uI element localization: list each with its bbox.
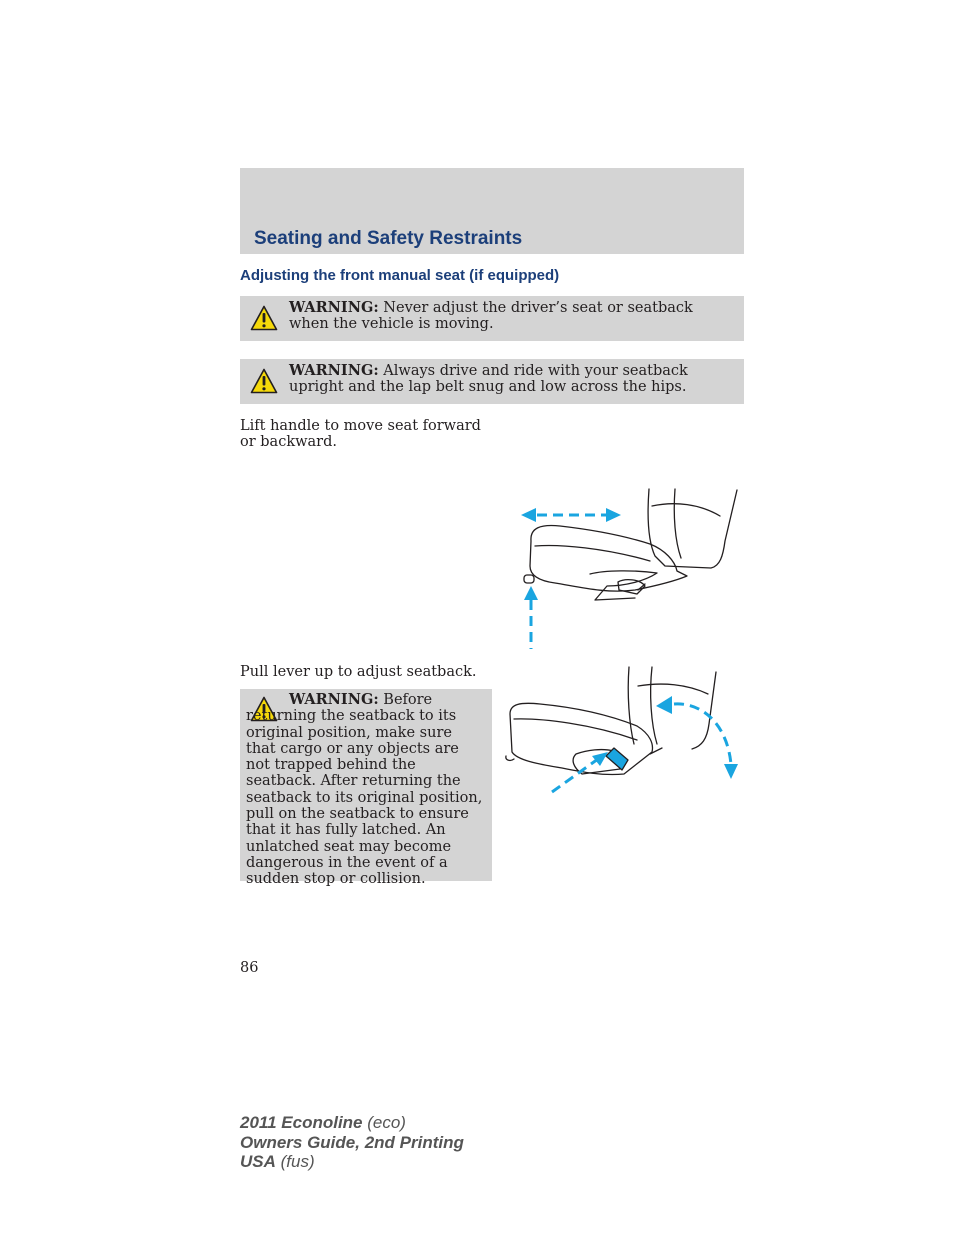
warning-text <box>246 692 486 888</box>
warning-box <box>240 296 744 341</box>
warning-label: WARNING: <box>289 691 379 708</box>
page-number: 86 <box>240 960 259 976</box>
warning-label: WARNING: <box>289 299 379 316</box>
warning-box <box>240 689 492 888</box>
warning-triangle-icon <box>250 368 278 394</box>
section-title: Seating and Safety Restraints <box>254 228 523 249</box>
footer-market-code: (fus) <box>275 1152 315 1171</box>
section-header-band <box>240 168 744 254</box>
warning-body: Never adjust the driver’s seat or seatback when the vehicle is moving. <box>289 300 693 333</box>
seat-slide-illustration <box>515 486 750 651</box>
warning-text <box>289 300 734 333</box>
warning-body: Before returning the seatback to its original position, make sure that cargo or any objects are not trapped behind the seatback. After returning the seatback to its original position, pull on the seatback to ensure that it has fully latched. An unlatched seat may become dangerous in the event of a sudden stop or collision. <box>246 692 483 888</box>
footer-market: USA <box>240 1152 276 1171</box>
seatback-recline-illustration <box>502 664 742 799</box>
warning-label: WARNING: <box>289 362 379 379</box>
pull-lever-instruction: Pull lever up to adjust seatback. <box>240 664 477 680</box>
footer-model: 2011 Econoline <box>240 1113 363 1132</box>
warning-box <box>240 359 744 404</box>
warning-body: Always drive and ride with your seatback upright and the lap belt snug and low across the hips. <box>289 363 688 396</box>
footer <box>240 1113 464 1172</box>
footer-guide: Owners Guide, 2nd Printing <box>240 1132 464 1152</box>
warning-triangle-icon <box>250 305 278 331</box>
warning-text <box>289 363 734 396</box>
footer-model-code: (eco) <box>362 1113 406 1132</box>
lift-handle-instruction: Lift handle to move seat forward or backward. <box>240 418 481 451</box>
subheading: Adjusting the front manual seat (if equipped) <box>240 267 560 284</box>
